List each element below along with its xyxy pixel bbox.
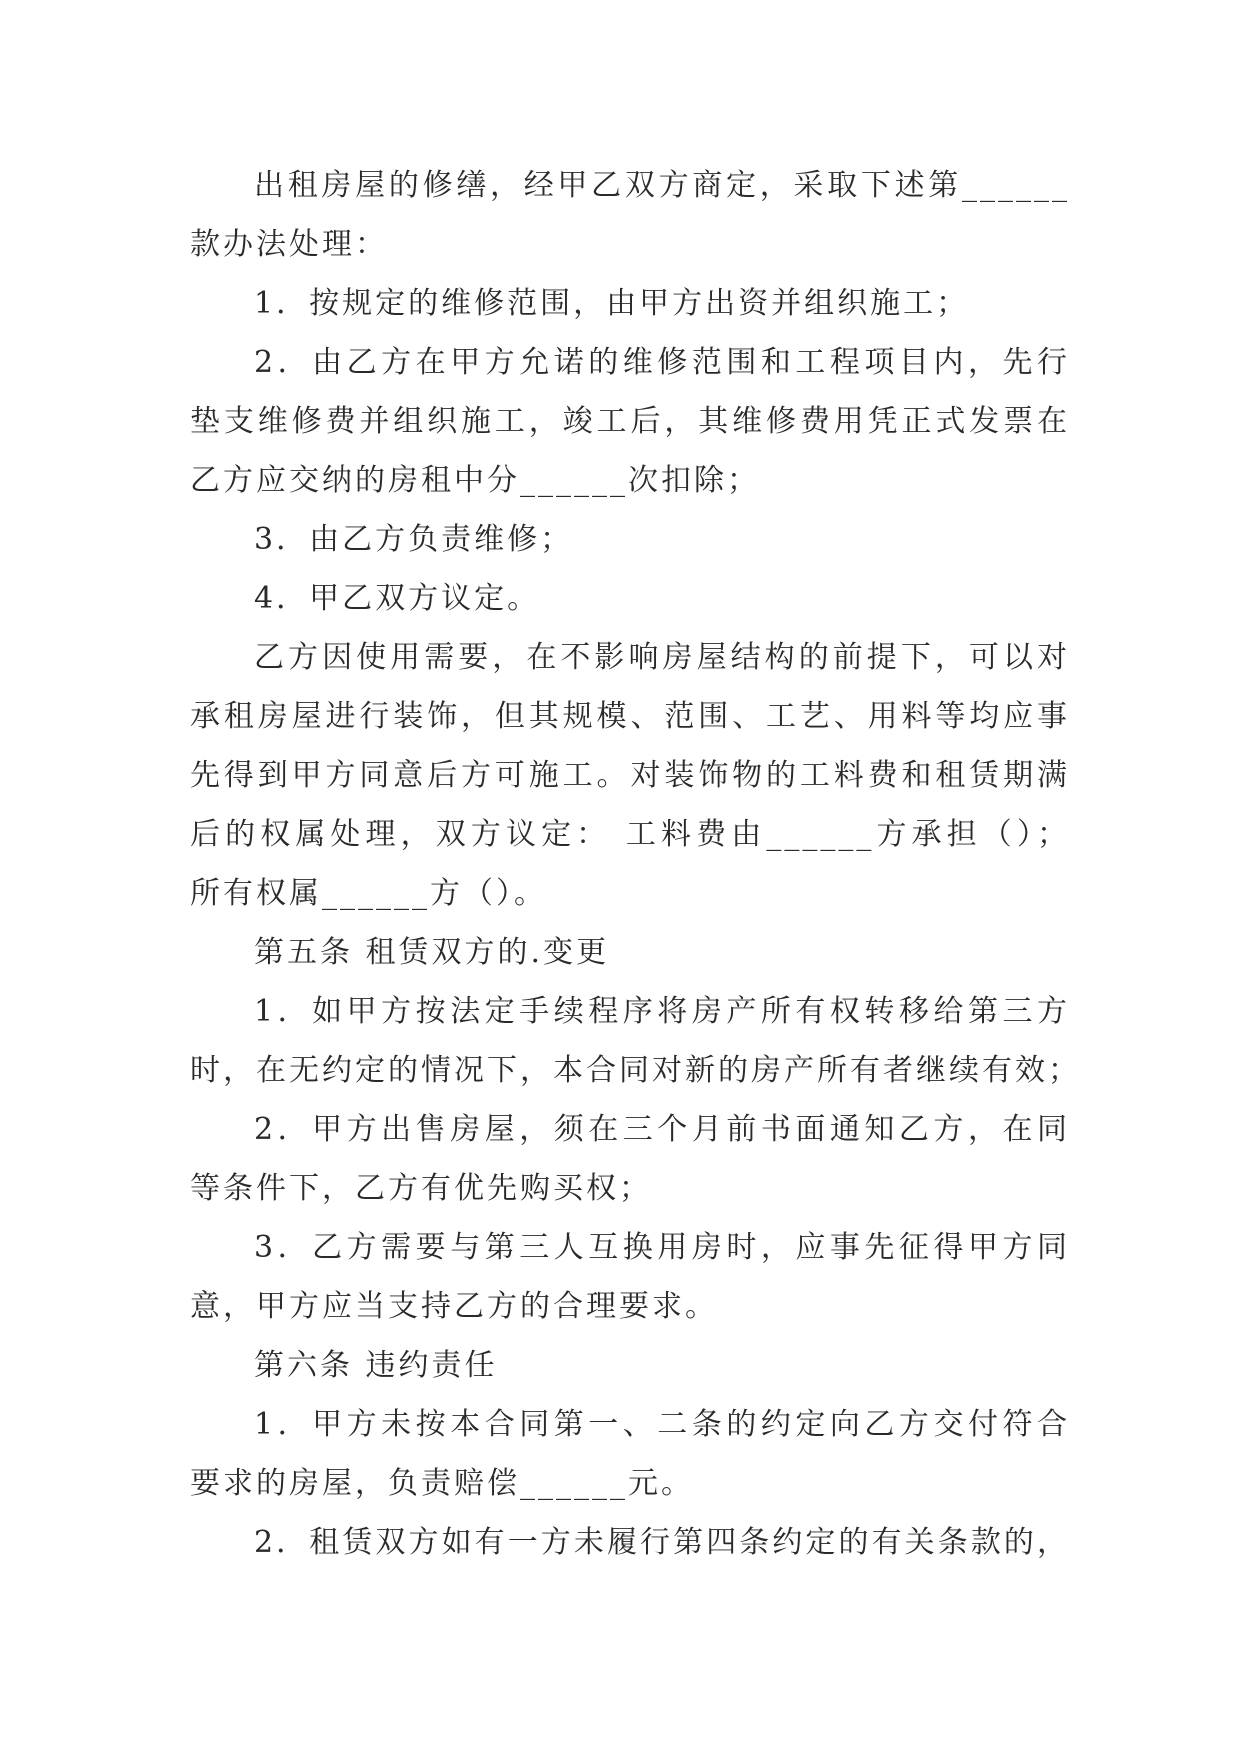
text-line: 2．租赁双方如有一方未履行第四条约定的有关条款的， [254, 1525, 1070, 1560]
text-line: 1．按规定的维修范围，由甲方出资并组织施工； [254, 286, 970, 321]
text-line: 后的权属处理，双方议定： 工料费由______方承担（）； [190, 817, 1070, 852]
text-line: 先得到甲方同意后方可施工。对装饰物的工料费和租赁期满 [190, 758, 1070, 793]
text-line: 2．由乙方在甲方允诺的维修范围和工程项目内，先行 [254, 345, 1070, 380]
text-line: 2．甲方出售房屋，须在三个月前书面通知乙方，在同 [254, 1112, 1070, 1147]
text-line: 承租房屋进行装饰，但其规模、范围、工艺、用料等均应事 [190, 699, 1070, 734]
text-line: 乙方因使用需要，在不影响房屋结构的前提下，可以对 [254, 640, 1070, 675]
text-line: 要求的房屋，负责赔偿______元。 [190, 1466, 694, 1501]
text-line: 3．由乙方负责维修； [254, 522, 574, 557]
text-line: 乙方应交纳的房租中分______次扣除； [190, 463, 760, 498]
text-line: 时，在无约定的情况下，本合同对新的房产所有者继续有效； [190, 1053, 1081, 1088]
text-line: 1．甲方未按本合同第一、二条的约定向乙方交付符合 [254, 1407, 1070, 1442]
text-line: 垫支维修费并组织施工，竣工后，其维修费用凭正式发票在 [190, 404, 1070, 439]
text-line: 等条件下，乙方有优先购买权； [190, 1171, 652, 1206]
text-line: 4．甲乙双方议定。 [254, 581, 541, 616]
text-line: 3．乙方需要与第三人互换用房时，应事先征得甲方同 [254, 1230, 1070, 1265]
text-line: 1．如甲方按法定手续程序将房产所有权转移给第三方 [254, 994, 1070, 1029]
text-line: 所有权属______方（）。 [190, 876, 547, 911]
text-line: 意，甲方应当支持乙方的合理要求。 [190, 1289, 718, 1324]
section-heading: 第六条 违约责任 [254, 1348, 498, 1383]
section-heading: 第五条 租赁双方的.变更 [254, 935, 610, 970]
text-line: 出租房屋的修缮，经甲乙双方商定，采取下述第______ [254, 168, 1070, 203]
text-line: 款办法处理： [190, 227, 388, 262]
